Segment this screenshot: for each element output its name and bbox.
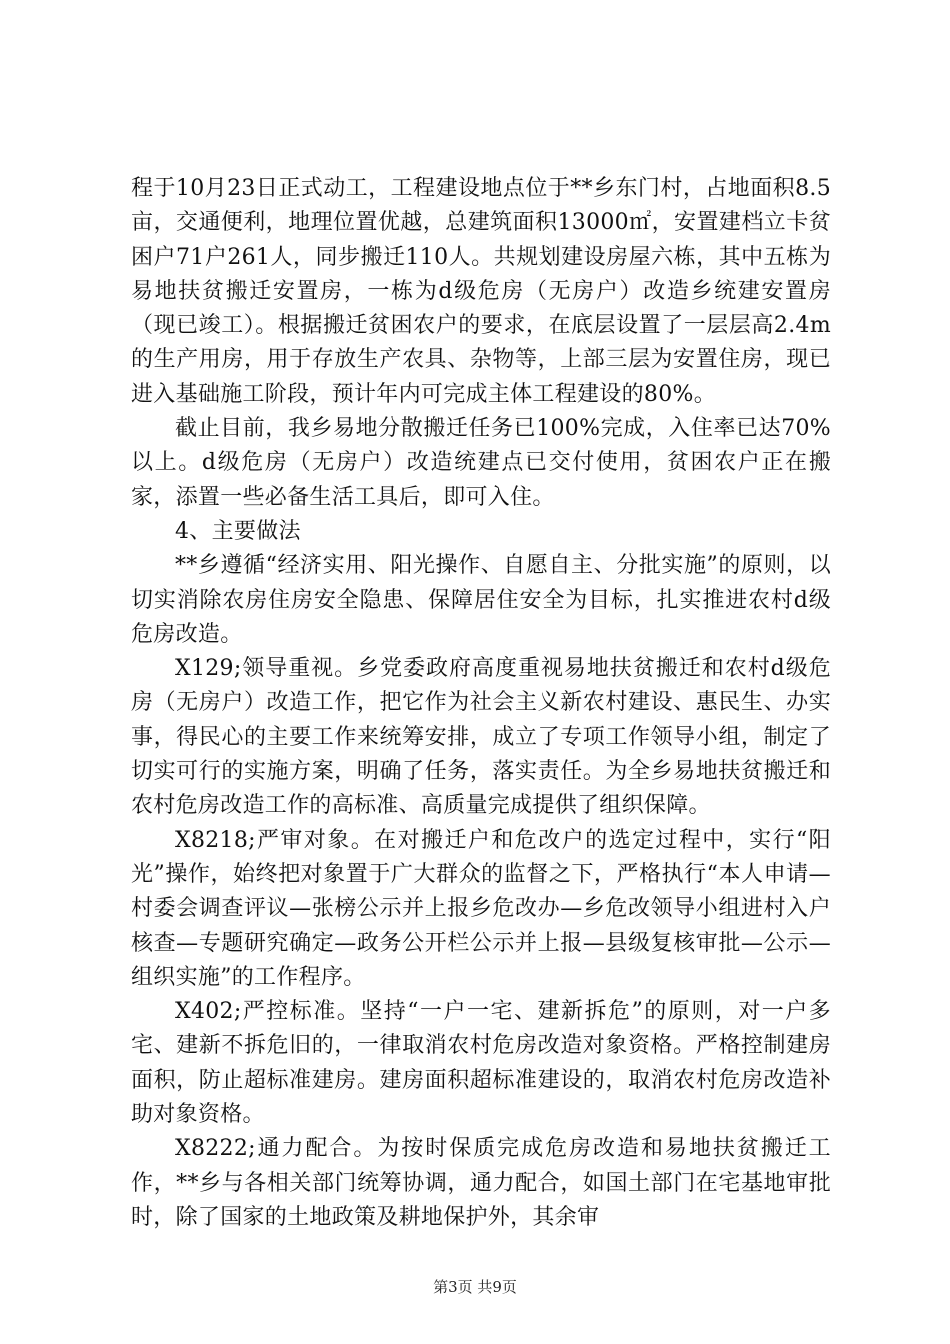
page-footer xyxy=(0,1276,950,1297)
paragraph-1: 程于10月23日正式动工，工程建设地点位于**乡东门村，占地面积8.5亩，交通便利，地理位置优越，总建筑面积13000㎡，安置建档立卡贫困户71户261人，同步搬迁110人。共规划建设房屋六栋，其中五栋为易地扶贫搬迁安置房，一栋为d级危房（无房户）改造乡统建安置房（现已竣工）。根据搬迁贫困农户的要求，在底层设置了一层层高2.4m的生产用房，用于存放生产农具、杂物等，上部三层为安置住房，现已进入基础施工阶段，预计年内可完成主体工程建设的80%。 xyxy=(131,176,831,407)
paragraph-2: 截止目前，我乡易地分散搬迁任务已100%完成，入住率已达70%以上。d级危房（无房户）改造统建点已交付使用，贫困农户正在搬家，添置一些必备生活工具后，即可入住。 xyxy=(131,416,831,510)
paragraph-5: X8218;严审对象。在对搬迁户和危改户的选定过程中，实行“阳光”操作，始终把对象置于广大群众的监督之下，严格执行“本人申请—村委会调查评议—张榜公示并上报乡危改办—乡危改领导小组进村入户核查—专题研究确定—政务公开栏公示并上报—县级复核审批—公示—组织实施”的工作程序。 xyxy=(131,827,831,990)
paragraph-4: X129;领导重视。乡党委政府高度重视易地扶贫搬迁和农村d级危房（无房户）改造工作，把它作为社会主义新农村建设、惠民生、办实事，得民心的主要工作来统筹安排，成立了专项工作领导小组，制定了切实可行的实施方案，明确了任务，落实责任。为全乡易地扶贫搬迁和农村危房改造工作的高标准、高质量完成提供了组织保障。 xyxy=(131,656,831,819)
document-body xyxy=(131,172,831,1235)
page-number: 第3页 共9页 xyxy=(433,1278,517,1296)
paragraph-3: **乡遵循“经济实用、阳光操作、自愿自主、分批实施”的原则，以切实消除农房住房安全隐患、保障居住安全为目标，扎实推进农村d级危房改造。 xyxy=(131,553,831,647)
paragraph-7: X8222;通力配合。为按时保质完成危房改造和易地扶贫搬迁工作，**乡与各相关部门统筹协调，通力配合，如国土部门在宅基地审批时，除了国家的土地政策及耕地保护外，其余审 xyxy=(131,1136,831,1230)
section-heading: 4、主要做法 xyxy=(175,518,301,544)
paragraph-6: X402;严控标准。坚持“一户一宅、建新拆危”的原则，对一户多宅、建新不拆危旧的，一律取消农村危房改造对象资格。严格控制建房面积，防止超标准建房。建房面积超标准建设的，取消农村危房改造补助对象资格。 xyxy=(131,999,831,1128)
